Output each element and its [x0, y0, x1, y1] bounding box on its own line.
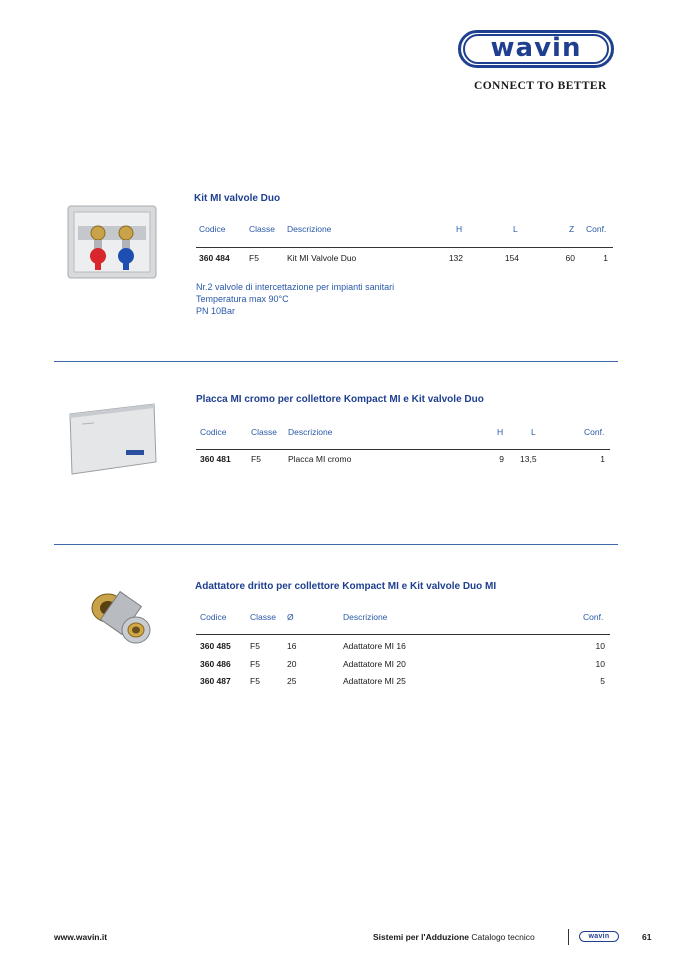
section-divider-2 [54, 544, 618, 545]
s3-row1-diam: 16 [287, 641, 297, 651]
s3-row2-diam: 20 [287, 659, 297, 669]
s1-row-l: 154 [504, 253, 519, 263]
footer-website[interactable] [54, 932, 107, 942]
s1-note-1: Nr.2 valvole di intercettazione per impianti sanitari [196, 282, 395, 292]
s3-th-descrizione: Descrizione [343, 612, 388, 622]
s1-th-descrizione: Descrizione [287, 224, 332, 234]
wavin-logo [458, 30, 614, 68]
section2-title: Placca MI cromo per collettore Kompact MI e Kit valvole Duo [196, 394, 484, 405]
s3-row1-conf: 10 [595, 641, 605, 651]
section1-title: Kit MI valvole Duo [194, 193, 281, 204]
wavin-logo-inner [463, 34, 609, 64]
s1-th-conf: Conf. [586, 224, 607, 234]
s1-row-conf: 1 [603, 253, 608, 263]
s3-th-diam: Ø [287, 612, 294, 622]
adapter-image [86, 586, 158, 652]
s1-th-z: Z [569, 224, 575, 234]
s3-header-rule [196, 634, 610, 635]
s2-th-l: L [531, 427, 536, 437]
s1-note-3: PN 10Bar [196, 306, 236, 316]
s2-row-h: 9 [499, 454, 504, 464]
s3-row2-conf: 10 [595, 659, 605, 669]
cover-plate-image [66, 400, 160, 478]
s2-th-h: H [497, 427, 504, 437]
s2-th-descrizione: Descrizione [288, 427, 333, 437]
s3-row3-descrizione: Adattatore MI 25 [343, 676, 406, 686]
s2-row-descrizione: Placca MI cromo [288, 454, 352, 464]
s3-row2-codice: 360 486 [200, 659, 231, 669]
s3-row3-codice: 360 487 [200, 676, 231, 686]
valve-kit-image [64, 200, 160, 282]
s3-row2-descrizione: Adattatore MI 20 [343, 659, 406, 669]
s3-th-conf: Conf. [583, 612, 604, 622]
footer-catalog-bold: Sistemi per l'Adduzione [373, 932, 470, 942]
footer-catalog-rest: Catalogo tecnico [469, 932, 535, 942]
s2-th-classe: Classe [251, 427, 277, 437]
s1-row-codice: 360 484 [199, 253, 230, 263]
section-divider-1 [54, 361, 618, 362]
s2-header-rule [196, 449, 610, 450]
s1-th-codice: Codice [199, 224, 226, 234]
footer-wavin-logo [579, 931, 619, 942]
section3-title: Adattatore dritto per collettore Kompact MI e Kit valvole Duo MI [195, 581, 497, 592]
s1-row-z: 60 [565, 253, 575, 263]
logo-text: wavin [490, 33, 582, 63]
s1-th-h: H [456, 224, 463, 234]
s3-row2-classe: F5 [250, 659, 260, 669]
s2-th-codice: Codice [200, 427, 227, 437]
s1-note-2: Temperatura max 90°C [196, 294, 289, 304]
s1-header-rule [196, 247, 613, 248]
s3-row3-conf: 5 [600, 676, 605, 686]
s1-th-l: L [513, 224, 518, 234]
s2-row-classe: F5 [251, 454, 261, 464]
s3-row1-classe: F5 [250, 641, 260, 651]
s1-row-descrizione: Kit MI Valvole Duo [287, 253, 357, 263]
s2-th-conf: Conf. [584, 427, 605, 437]
footer-logo-text: wavin [588, 933, 610, 940]
s3-row1-codice: 360 485 [200, 641, 231, 651]
s3-th-classe: Classe [250, 612, 276, 622]
s1-row-classe: F5 [249, 253, 259, 263]
s2-row-codice: 360 481 [200, 454, 231, 464]
s3-row1-descrizione: Adattatore MI 16 [343, 641, 406, 651]
s3-row3-diam: 25 [287, 676, 297, 686]
footer-catalog [373, 932, 535, 942]
s3-row3-classe: F5 [250, 676, 260, 686]
s1-row-h: 132 [448, 253, 463, 263]
footer-divider [568, 929, 569, 945]
s1-th-classe: Classe [249, 224, 275, 234]
s2-row-l: 13,5 [520, 454, 537, 464]
tagline: CONNECT TO BETTER [474, 80, 607, 92]
footer-website-text: www.wavin.it [54, 932, 108, 942]
s3-th-codice: Codice [200, 612, 227, 622]
s2-row-conf: 1 [600, 454, 605, 464]
page-number: 61 [642, 932, 652, 942]
